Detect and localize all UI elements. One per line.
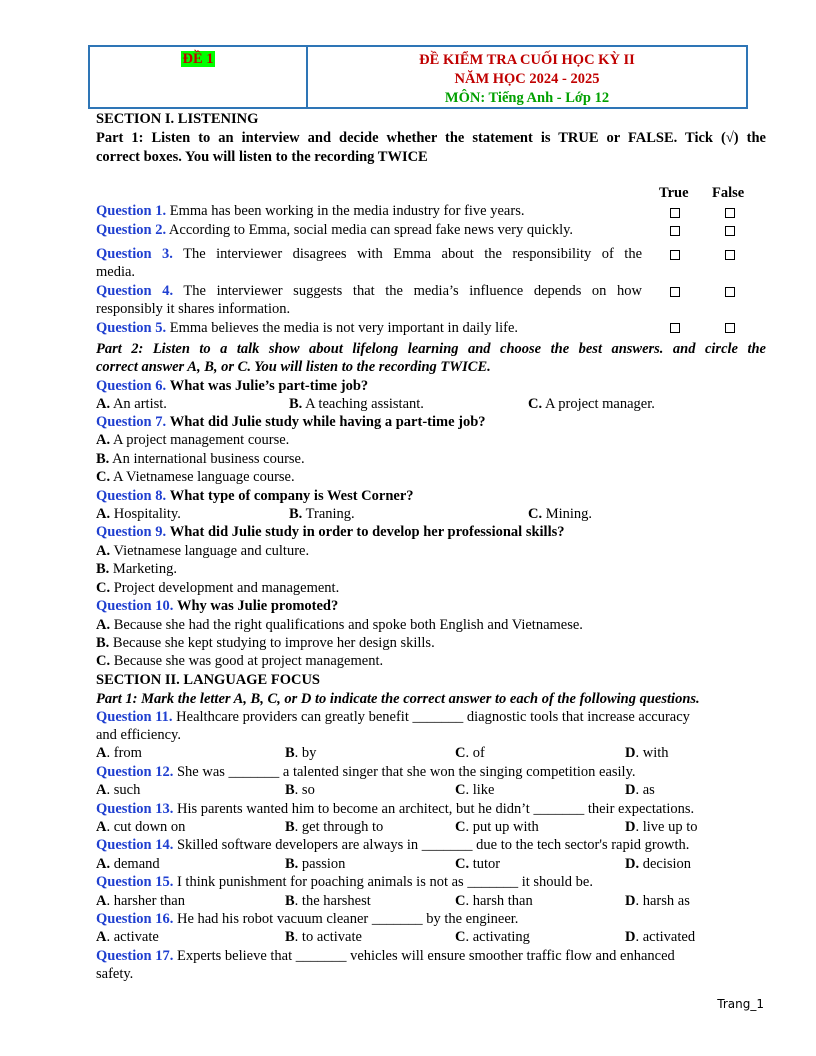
- question-stem-cont: and efficiency.: [96, 727, 181, 743]
- question-stem: Question 13. His parents wanted him to become an architect, but he didn’t _______ their expectations.: [96, 801, 695, 817]
- tf-question: Question 2. According to Emma, social media can spread fake news very quickly.: [96, 222, 574, 238]
- option-d[interactable]: D. decision: [625, 856, 692, 872]
- option-a[interactable]: A. from: [96, 745, 142, 761]
- exam-title: ĐỀ KIỂM TRA CUỐI HỌC KỲ II: [419, 52, 635, 68]
- option-c[interactable]: C. Project development and management.: [96, 580, 340, 596]
- tf-question: Question 4. The interviewer suggests that the media’s influence depends on how: [96, 283, 642, 299]
- option-a[interactable]: A. cut down on: [96, 819, 186, 835]
- option-b[interactable]: B. by: [285, 745, 317, 761]
- false-header: False: [712, 185, 745, 201]
- section1-title: SECTION I. LISTENING: [96, 111, 259, 127]
- school-year: NĂM HỌC 2024 - 2025: [454, 71, 600, 87]
- option-c[interactable]: C. A project manager.: [528, 396, 655, 412]
- option-c[interactable]: C. Because she was good at project management.: [96, 653, 384, 669]
- option-b[interactable]: B. so: [285, 782, 315, 798]
- section2-part1-instructions: Part 1: Mark the letter A, B, C, or D to indicate the correct answer to each of the following questions.: [96, 691, 700, 707]
- question-stem: Question 10. Why was Julie promoted?: [96, 598, 339, 614]
- option-b[interactable]: B. Traning.: [289, 506, 355, 522]
- option-a[interactable]: A. harsher than: [96, 893, 185, 909]
- option-b[interactable]: B. An international business course.: [96, 451, 305, 467]
- subject: MÔN: Tiếng Anh - Lớp 12: [444, 90, 610, 106]
- false-checkbox[interactable]: [725, 250, 735, 260]
- option-b[interactable]: B. passion: [285, 856, 346, 872]
- option-c[interactable]: C. activating: [455, 929, 530, 945]
- exam-code-cell: [90, 47, 308, 107]
- option-d[interactable]: D. as: [625, 782, 655, 798]
- true-checkbox[interactable]: [670, 323, 680, 333]
- option-a[interactable]: A. A project management course.: [96, 432, 290, 448]
- question-stem-cont: safety.: [96, 966, 134, 982]
- false-checkbox[interactable]: [725, 226, 735, 236]
- question-stem: Question 16. He had his robot vacuum cleaner _______ by the engineer.: [96, 911, 519, 927]
- option-b[interactable]: B. the harshest: [285, 893, 371, 909]
- true-checkbox[interactable]: [670, 250, 680, 260]
- false-checkbox[interactable]: [725, 287, 735, 297]
- tf-question-cont: media.: [96, 264, 136, 280]
- false-checkbox[interactable]: [725, 208, 735, 218]
- option-c[interactable]: C. harsh than: [455, 893, 533, 909]
- tf-question: Question 1. Emma has been working in the media industry for five years.: [96, 203, 525, 219]
- option-c[interactable]: C. put up with: [455, 819, 539, 835]
- option-a[interactable]: A. Because she had the right qualifications and spoke both English and Vietnamese.: [96, 617, 583, 633]
- option-b[interactable]: B. Because she kept studying to improve her design skills.: [96, 635, 435, 651]
- question-stem: Question 6. What was Julie’s part-time job?: [96, 378, 369, 394]
- option-b[interactable]: B. to activate: [285, 929, 362, 945]
- question-stem: Question 15. I think punishment for poaching animals is not as _______ it should be.: [96, 874, 593, 890]
- question-stem: Question 14. Skilled software developers are always in _______ due to the tech sector's rapid growth.: [96, 837, 690, 853]
- option-a[interactable]: A. demand: [96, 856, 160, 872]
- option-a[interactable]: A. such: [96, 782, 141, 798]
- part1-instructions: Part 1: Listen to an interview and decide whether the statement is TRUE or FALSE. Tick (√) the: [96, 130, 766, 146]
- option-c[interactable]: C. of: [455, 745, 485, 761]
- tf-question: Question 3. The interviewer disagrees with Emma about the responsibility of the: [96, 246, 642, 262]
- true-checkbox[interactable]: [670, 226, 680, 236]
- part1-instructions-cont: correct boxes. You will listen to the recording TWICE: [96, 149, 428, 165]
- true-checkbox[interactable]: [670, 208, 680, 218]
- option-b[interactable]: B. Marketing.: [96, 561, 177, 577]
- option-c[interactable]: C. A Vietnamese language course.: [96, 469, 295, 485]
- option-c[interactable]: C. like: [455, 782, 495, 798]
- option-b[interactable]: B. get through to: [285, 819, 384, 835]
- option-b[interactable]: B. A teaching assistant.: [289, 396, 424, 412]
- part2-instructions: Part 2: Listen to a talk show about lifelong learning and choose the best answers. and circle the: [96, 341, 766, 357]
- option-d[interactable]: D. with: [625, 745, 669, 761]
- question-stem: Question 12. She was _______ a talented singer that she won the singing competition easily.: [96, 764, 636, 780]
- tf-question: Question 5. Emma believes the media is not very important in daily life.: [96, 320, 519, 336]
- question-stem: Question 8. What type of company is West Corner?: [96, 488, 414, 504]
- option-a[interactable]: A. Hospitality.: [96, 506, 181, 522]
- question-stem: Question 9. What did Julie study in order to develop her professional skills?: [96, 524, 565, 540]
- option-a[interactable]: A. Vietnamese language and culture.: [96, 543, 310, 559]
- false-checkbox[interactable]: [725, 323, 735, 333]
- part2-instructions-cont: correct answer A, B, or C. You will listen to the recording TWICE.: [96, 359, 491, 375]
- header-box: [88, 45, 748, 109]
- question-stem: Question 17. Experts believe that _______ vehicles will ensure smoother traffic flow and enhanced: [96, 948, 675, 964]
- exam-title-cell: [308, 47, 746, 107]
- true-checkbox[interactable]: [670, 287, 680, 297]
- option-c[interactable]: C. tutor: [455, 856, 501, 872]
- option-a[interactable]: A. activate: [96, 929, 159, 945]
- section2-title: SECTION II. LANGUAGE FOCUS: [96, 672, 320, 688]
- option-d[interactable]: D. harsh as: [625, 893, 690, 909]
- page-number: Trang_1: [717, 997, 764, 1011]
- question-stem: Question 11. Healthcare providers can greatly benefit _______ diagnostic tools that increase accuracy: [96, 709, 690, 725]
- option-d[interactable]: D. live up to: [625, 819, 698, 835]
- true-header: True: [659, 185, 689, 201]
- option-c[interactable]: C. Mining.: [528, 506, 593, 522]
- exam-code: ĐỀ 1: [182, 51, 214, 67]
- question-stem: Question 7. What did Julie study while having a part-time job?: [96, 414, 486, 430]
- tf-question-cont: responsibly it shares information.: [96, 301, 291, 317]
- option-a[interactable]: A. An artist.: [96, 396, 167, 412]
- option-d[interactable]: D. activated: [625, 929, 696, 945]
